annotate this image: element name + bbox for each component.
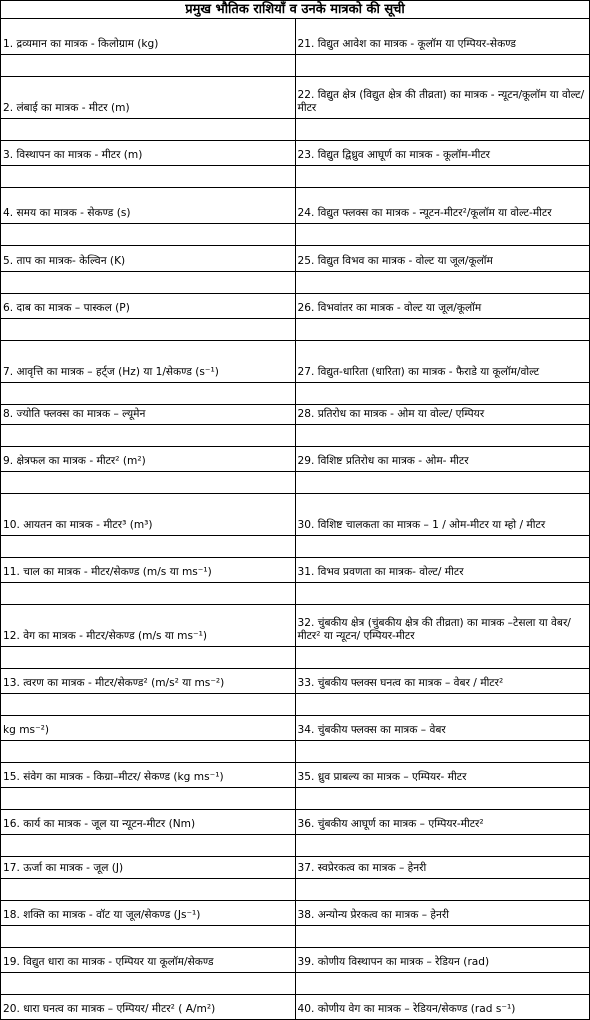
spacer-cell xyxy=(295,319,590,341)
spacer-row xyxy=(1,647,590,669)
spacer-cell xyxy=(1,55,296,77)
spacer-cell xyxy=(295,926,590,948)
spacer-cell xyxy=(1,383,296,405)
right-unit-cell: 28. प्रतिरोध का मात्रक - ओम या वोल्ट/ एम्पियर xyxy=(295,405,590,425)
left-unit-cell: 5. ताप का मात्रक- केल्विन (K) xyxy=(1,246,296,272)
spacer-cell xyxy=(1,788,296,810)
spacer-row xyxy=(1,835,590,857)
table-row xyxy=(1,246,590,272)
spacer-cell xyxy=(1,647,296,669)
right-unit-cell: 30. विशिष्ट चालकता का मात्रक – 1 / ओम-मीटर या म्हो / मीटर xyxy=(295,494,590,536)
table-row xyxy=(1,716,590,741)
spacer-row xyxy=(1,166,590,188)
spacer-row xyxy=(1,319,590,341)
right-unit-cell: 22. विद्युत क्षेत्र (विद्युत क्षेत्र की तीव्रता) का मात्रक - न्यूटन/कूलॉम या वोल्ट/मीटर xyxy=(295,77,590,119)
spacer-row xyxy=(1,973,590,995)
spacer-cell xyxy=(295,694,590,716)
spacer-cell xyxy=(1,879,296,901)
spacer-cell xyxy=(295,224,590,246)
spacer-row xyxy=(1,741,590,763)
spacer-row xyxy=(1,788,590,810)
right-unit-cell: 29. विशिष्ट प्रतिरोध का मात्रक - ओम- मीटर xyxy=(295,447,590,472)
left-unit-cell: 6. दाब का मात्रक – पास्कल (P) xyxy=(1,294,296,319)
spacer-cell xyxy=(1,536,296,558)
spacer-cell xyxy=(295,383,590,405)
left-unit-cell: 17. ऊर्जा का मात्रक - जूल (J) xyxy=(1,857,296,879)
spacer-cell xyxy=(295,119,590,141)
left-unit-cell: kg ms⁻²) xyxy=(1,716,296,741)
spacer-row xyxy=(1,119,590,141)
table-row xyxy=(1,901,590,926)
spacer-row xyxy=(1,694,590,716)
spacer-row xyxy=(1,583,590,605)
spacer-row xyxy=(1,472,590,494)
table-row xyxy=(1,341,590,383)
table-row xyxy=(1,405,590,425)
spacer-cell xyxy=(1,926,296,948)
left-unit-cell: 8. ज्योति फ्लक्स का मात्रक – ल्यूमेन xyxy=(1,405,296,425)
left-unit-cell: 3. विस्थापन का मात्रक - मीटर (m) xyxy=(1,141,296,166)
spacer-row xyxy=(1,383,590,405)
spacer-cell xyxy=(295,55,590,77)
spacer-cell xyxy=(295,788,590,810)
table-row xyxy=(1,188,590,224)
table-row xyxy=(1,494,590,536)
table-row xyxy=(1,995,590,1020)
left-unit-cell: 19. विद्युत धारा का मात्रक - एम्पियर या कूलॉम/सेकण्ड xyxy=(1,948,296,973)
spacer-row xyxy=(1,536,590,558)
table-row xyxy=(1,669,590,694)
right-unit-cell: 35. ध्रुव प्राबल्य का मात्रक – एम्पियर- मीटर xyxy=(295,763,590,788)
table-row xyxy=(1,763,590,788)
left-unit-cell: 20. धारा घनत्व का मात्रक – एम्पियर/ मीटर² ( A/m²) xyxy=(1,995,296,1020)
spacer-cell xyxy=(1,272,296,294)
right-unit-cell: 27. विद्युत-धारिता (धारिता) का मात्रक - फैराडे या कूलॉम/वोल्ट xyxy=(295,341,590,383)
left-unit-cell: 10. आयतन का मात्रक - मीटर³ (m³) xyxy=(1,494,296,536)
spacer-row xyxy=(1,926,590,948)
spacer-row xyxy=(1,224,590,246)
table-row xyxy=(1,948,590,973)
spacer-cell xyxy=(1,741,296,763)
right-unit-cell: 21. विद्युत आवेश का मात्रक - कूलॉम या एम्पियर-सेकण्ड xyxy=(295,19,590,55)
table-row xyxy=(1,294,590,319)
right-unit-cell: 25. विद्युत विभव का मात्रक - वोल्ट या जूल/कूलॉम xyxy=(295,246,590,272)
right-unit-cell: 34. चुंबकीय फ्लक्स का मात्रक – वेबर xyxy=(295,716,590,741)
page-title: प्रमुख भौतिक राशियाँ व उनके मात्रको की सूची xyxy=(1,1,590,19)
spacer-cell xyxy=(1,694,296,716)
spacer-cell xyxy=(1,973,296,995)
right-unit-cell: 36. चुंबकीय आघूर्ण का मात्रक – एम्पियर-मीटर² xyxy=(295,810,590,835)
right-unit-cell: 40. कोणीय वेग का मात्रक – रेडियन/सेकण्ड (rad s⁻¹) xyxy=(295,995,590,1020)
spacer-row xyxy=(1,879,590,901)
right-unit-cell: 23. विद्युत द्विध्रुव आघूर्ण का मात्रक - कूलॉम-मीटर xyxy=(295,141,590,166)
right-unit-cell: 32. चुंबकीय क्षेत्र (चुंबकीय क्षेत्र की तीव्रता) का मात्रक –टेसला या वेबर/मीटर² या न्यूटन/ एम्पियर-मीटर xyxy=(295,605,590,647)
spacer-row xyxy=(1,55,590,77)
spacer-cell xyxy=(295,835,590,857)
table-row xyxy=(1,558,590,583)
right-unit-cell: 37. स्वप्रेरकत्व का मात्रक – हेनरी xyxy=(295,857,590,879)
table-row xyxy=(1,447,590,472)
spacer-cell xyxy=(1,166,296,188)
spacer-cell xyxy=(295,472,590,494)
spacer-cell xyxy=(1,472,296,494)
spacer-cell xyxy=(1,119,296,141)
spacer-cell xyxy=(1,425,296,447)
left-unit-cell: 2. लंबाई का मात्रक - मीटर (m) xyxy=(1,77,296,119)
left-unit-cell: 1. द्रव्यमान का मात्रक - किलोग्राम (kg) xyxy=(1,19,296,55)
spacer-row xyxy=(1,425,590,447)
right-unit-cell: 39. कोणीय विस्थापन का मात्रक – रेडियन (rad) xyxy=(295,948,590,973)
right-unit-cell: 38. अन्योन्य प्रेरकत्व का मात्रक – हेनरी xyxy=(295,901,590,926)
right-unit-cell: 24. विद्युत फ्लक्स का मात्रक - न्यूटन-मीटर²/कूलॉम या वोल्ट-मीटर xyxy=(295,188,590,224)
left-unit-cell: 9. क्षेत्रफल का मात्रक - मीटर² (m²) xyxy=(1,447,296,472)
left-unit-cell: 16. कार्य का मात्रक - जूल या न्यूटन-मीटर (Nm) xyxy=(1,810,296,835)
right-unit-cell: 26. विभवांतर का मात्रक - वोल्ट या जूल/कूलॉम xyxy=(295,294,590,319)
table-row xyxy=(1,77,590,119)
right-unit-cell: 33. चुंबकीय फ्लक्स घनत्व का मात्रक – वेबर / मीटर² xyxy=(295,669,590,694)
spacer-cell xyxy=(295,583,590,605)
spacer-cell xyxy=(295,272,590,294)
spacer-row xyxy=(1,272,590,294)
spacer-cell xyxy=(1,224,296,246)
title-row xyxy=(1,1,590,19)
spacer-cell xyxy=(295,425,590,447)
table-row xyxy=(1,857,590,879)
spacer-cell xyxy=(295,973,590,995)
left-unit-cell: 7. आवृत्ति का मात्रक – हर्ट्ज (Hz) या 1/सेकण्ड (s⁻¹) xyxy=(1,341,296,383)
spacer-cell xyxy=(1,835,296,857)
spacer-cell xyxy=(295,741,590,763)
left-unit-cell: 15. संवेग का मात्रक - किग्रा–मीटर/ सेकण्ड (kg ms⁻¹) xyxy=(1,763,296,788)
table-row xyxy=(1,605,590,647)
spacer-cell xyxy=(295,647,590,669)
left-unit-cell: 12. वेग का मात्रक - मीटर/सेकण्ड (m/s या ms⁻¹) xyxy=(1,605,296,647)
table-row xyxy=(1,141,590,166)
spacer-cell xyxy=(1,583,296,605)
spacer-cell xyxy=(295,879,590,901)
table-row xyxy=(1,810,590,835)
right-unit-cell: 31. विभव प्रवणता का मात्रक- वोल्ट/ मीटर xyxy=(295,558,590,583)
left-unit-cell: 4. समय का मात्रक - सेकण्ड (s) xyxy=(1,188,296,224)
left-unit-cell: 11. चाल का मात्रक - मीटर/सेकण्ड (m/s या ms⁻¹) xyxy=(1,558,296,583)
spacer-cell xyxy=(1,319,296,341)
left-unit-cell: 13. त्वरण का मात्रक - मीटर/सेकण्ड² (m/s² या ms⁻²) xyxy=(1,669,296,694)
spacer-cell xyxy=(295,166,590,188)
left-unit-cell: 18. शक्ति का मात्रक - वॉट या जूल/सेकण्ड (Js⁻¹) xyxy=(1,901,296,926)
spacer-cell xyxy=(295,536,590,558)
table-row xyxy=(1,19,590,55)
